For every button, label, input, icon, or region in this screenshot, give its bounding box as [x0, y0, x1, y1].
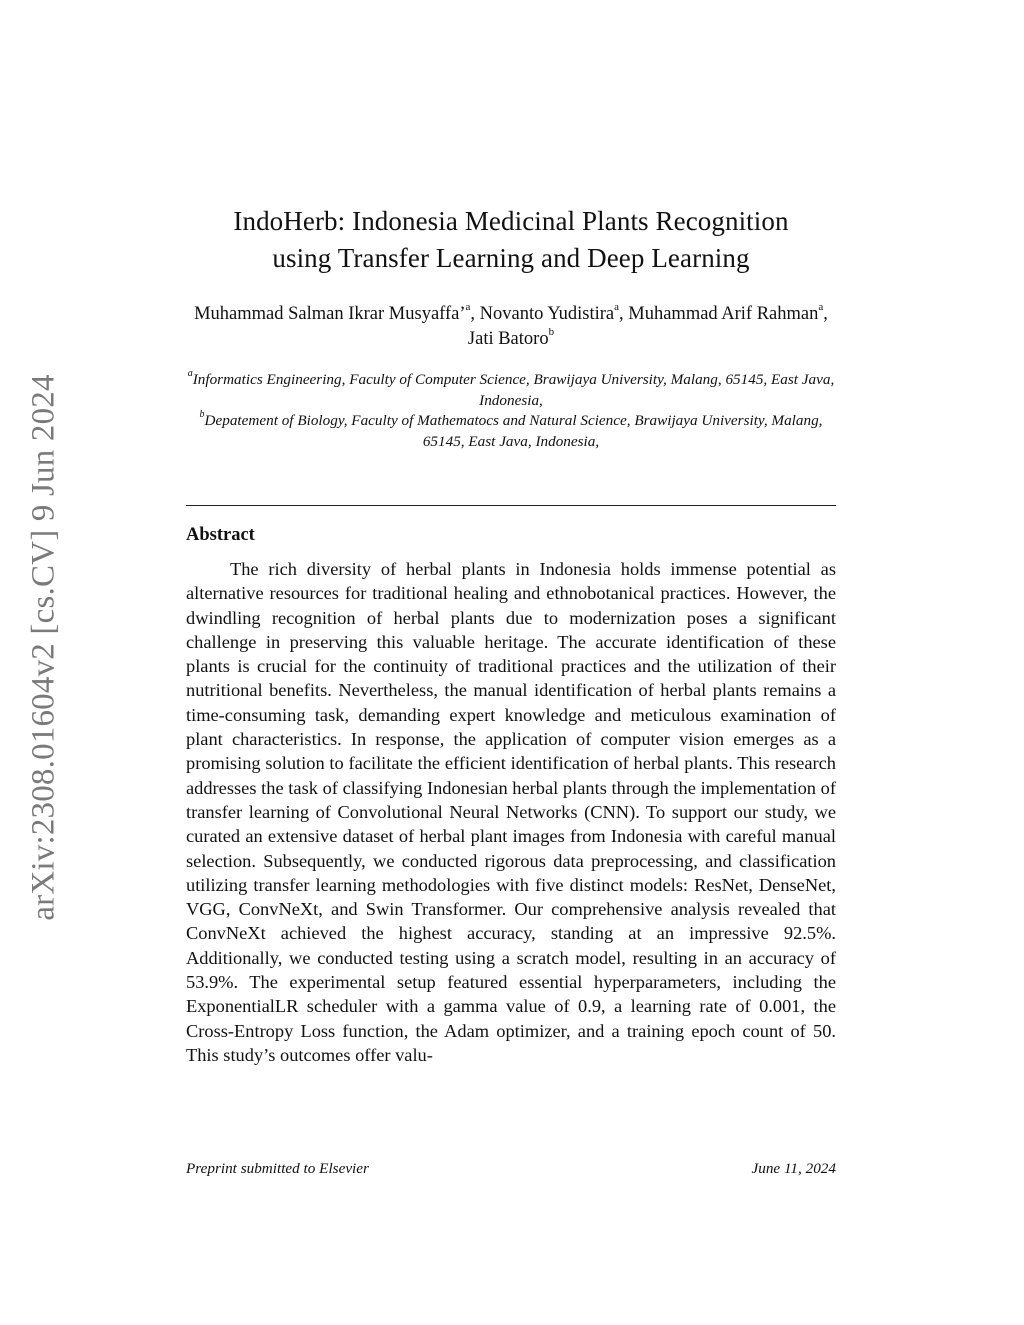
affiliation-b-mark: b [199, 408, 205, 420]
paper-title [186, 203, 836, 277]
abstract-heading: Abstract [186, 525, 255, 545]
affiliation-list [186, 367, 836, 452]
paper-title-block [186, 203, 836, 277]
author-2-separator: , [619, 304, 629, 324]
author-2-name: Novanto Yudistira [479, 304, 615, 324]
affiliation-b-text: Depatement of Biology, Faculty of Mathematocs and Natural Science, Brawijaya University, Malang, 65145, East Java, Indonesia, [204, 412, 823, 450]
author-3-separator: , [823, 304, 828, 324]
arxiv-identifier-stamp [24, 366, 64, 929]
author-4-name: Jati Batoro [467, 329, 549, 349]
author-4-affiliation-mark: b [548, 325, 555, 338]
author-1-name: Muhammad Salman Ikrar Musyaffa’ [194, 304, 466, 324]
author-3-name: Muhammad Arif Rahman [628, 304, 819, 324]
abstract-section [186, 523, 836, 1067]
footer-preprint-note: Preprint submitted to Elsevier [186, 1160, 369, 1177]
abstract-divider [186, 505, 836, 506]
affiliation-a [186, 367, 836, 411]
page-footer [186, 1160, 836, 1178]
affiliation-a-mark: a [187, 367, 193, 379]
author-1-separator: , [470, 304, 480, 324]
author-2 [479, 300, 629, 324]
author-1-affiliation-mark: a [465, 300, 471, 313]
abstract-body: The rich diversity of herbal plants in Indonesia holds immense potential as alternative resources for traditional healing and ethnobotanical practices. However, the dwindling recognition of herbal plants due to modernization poses a significant challenge in preserving this valuable heritage. The accurate identification of these plants is crucial for the continuity of traditional practices and the utilization of their nutritional benefits. Nevertheless, the manual identification of herbal plants remains a time-consuming task, demanding expert knowledge and meticulous examination of plant characteristics. In response, the application of computer vision emerges as a promising solution to facilitate the efficient identification of herbal plants. This research addresses the task of classifying Indonesian herbal plants through the implementation of transfer learning of Convolutional Neural Networks (CNN). To support our study, we curated an extensive dataset of herbal plant images from Indonesia with careful manual selection. Subsequently, we conducted rigorous data preprocessing, and classification utilizing transfer learning methodologies with five distinct models: ResNet, DenseNet, VGG, ConvNeXt, and Swin Transformer. Our comprehensive analysis revealed that ConvNeXt achieved the highest accuracy, standing at an impressive 92.5%. Additionally, we conducted testing using a scratch model, resulting in an accuracy of 53.9%. The experimental setup featured essential hyperparameters, including the ExponentialLR scheduler with a gamma value of 0.9, a learning rate of 0.001, the Cross-Entropy Loss function, the Adam optimizer, and a training epoch count of 50. This study’s outcomes offer valu- [186, 559, 836, 1065]
author-3 [628, 300, 828, 324]
paper-title-line-1: IndoHerb: Indonesia Medicinal Plants Recognition [233, 206, 789, 236]
affiliation-b [186, 408, 836, 452]
author-list [186, 302, 836, 352]
author-2-affiliation-mark: a [614, 300, 620, 313]
author-4 [467, 325, 555, 349]
author-1 [194, 300, 480, 324]
paper-title-line-2: using Transfer Learning and Deep Learning [272, 243, 750, 273]
arxiv-identifier-text: arXiv:2308.01604v2 [cs.CV] 9 Jun 2024 [25, 374, 62, 921]
author-3-affiliation-mark: a [818, 300, 824, 313]
affiliation-a-text: Informatics Engineering, Faculty of Computer Science, Brawijaya University, Malang, 65145, East Java, Indonesia, [192, 371, 835, 409]
footer-date: June 11, 2024 [751, 1160, 836, 1177]
